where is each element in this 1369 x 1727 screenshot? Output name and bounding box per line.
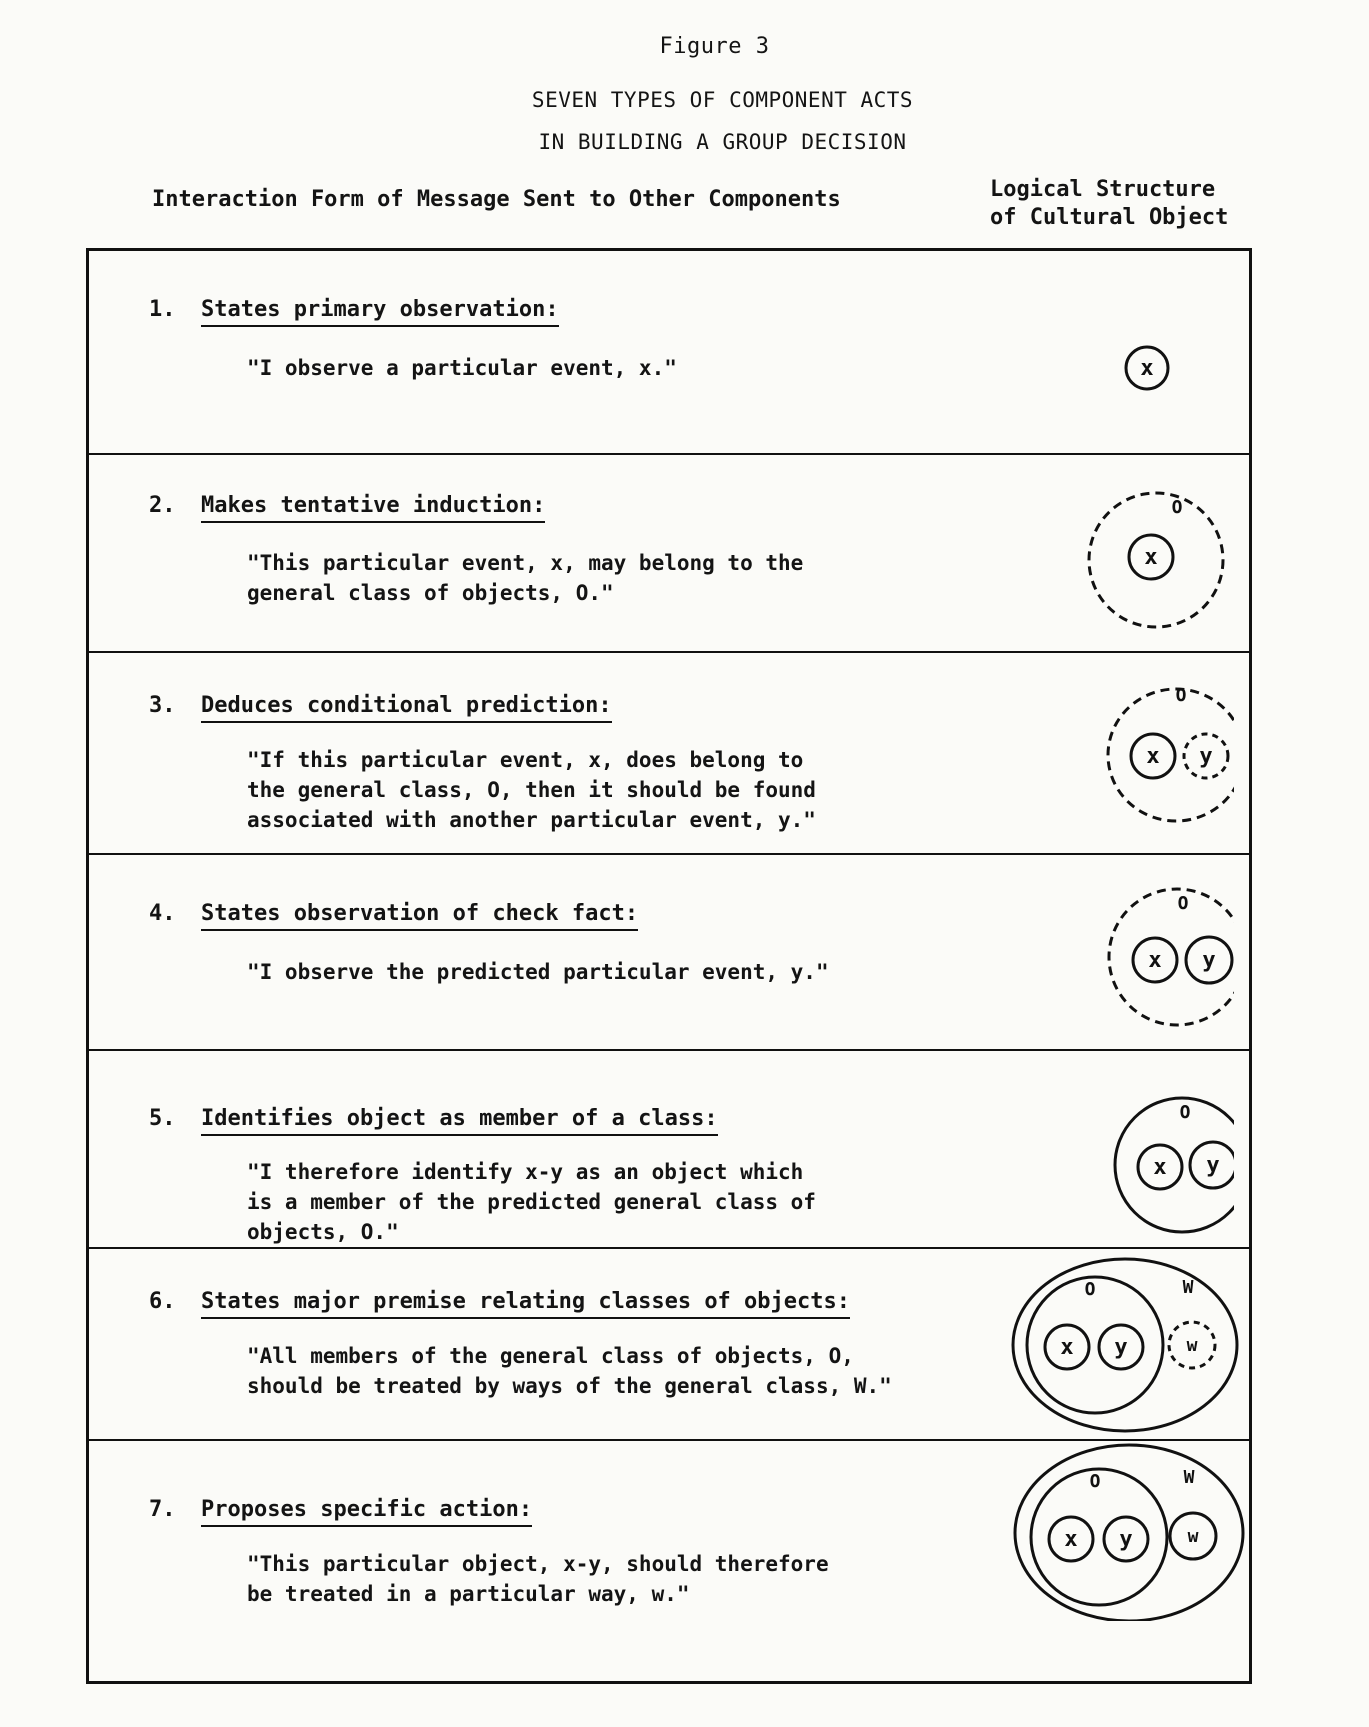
column-header-logical-structure-line-2: of Cultural Object xyxy=(990,205,1229,230)
act-number: 5. xyxy=(149,1106,176,1131)
act-quote: "If this particular event, x, does belong to the general class, O, then it should be found associated with another particular event, y." xyxy=(247,748,816,832)
logical-structure-diagram-5 xyxy=(994,1063,1234,1243)
logical-structure-diagram-6 xyxy=(1009,1255,1249,1435)
event-y-label: y xyxy=(1206,1153,1220,1178)
event-y-label: y xyxy=(1119,1527,1133,1552)
act-quote: "I therefore identify x-y as an object which is a member of the predicted general class of objects, O." xyxy=(247,1160,816,1244)
event-y-label: y xyxy=(1199,744,1213,769)
act-number: 6. xyxy=(149,1289,176,1314)
class-o-label: O xyxy=(1175,685,1187,706)
event-x-label: x xyxy=(1144,545,1158,570)
class-o-label: O xyxy=(1179,1102,1191,1123)
event-x-label: x xyxy=(1153,1155,1167,1180)
class-w-label: W xyxy=(1182,1277,1194,1298)
class-o-label: O xyxy=(1084,1279,1096,1300)
act-quote: "I observe a particular event, x." xyxy=(247,356,677,380)
class-o-label: O xyxy=(1171,497,1183,518)
act-row-5 xyxy=(89,1049,1249,1247)
logical-structure-diagram-3 xyxy=(994,665,1234,845)
act-row-7 xyxy=(89,1439,1249,1681)
logical-structure-diagram-2 xyxy=(994,467,1234,647)
class-o-dashed-circle xyxy=(1108,689,1234,821)
act-number: 1. xyxy=(149,297,176,322)
act-row-1 xyxy=(89,251,1249,453)
act-heading: States major premise relating classes of objects: xyxy=(201,1289,850,1319)
event-x-label: x xyxy=(1146,744,1160,769)
act-quote: "This particular object, x-y, should therefore be treated in a particular way, w." xyxy=(247,1552,829,1606)
class-w-label: W xyxy=(1183,1467,1195,1488)
column-header-interaction-form: Interaction Form of Message Sent to Other Components xyxy=(152,187,841,212)
act-row-6 xyxy=(89,1247,1249,1439)
column-header-logical-structure-line-1: Logical Structure xyxy=(990,177,1216,202)
act-number: 2. xyxy=(149,493,176,518)
act-heading: States observation of check fact: xyxy=(201,901,638,931)
act-heading: Makes tentative induction: xyxy=(201,493,545,523)
act-heading: States primary observation: xyxy=(201,297,559,327)
figure-label: Figure 3 xyxy=(659,34,770,59)
class-o-label: O xyxy=(1089,1471,1101,1492)
component-acts-table xyxy=(86,248,1252,1684)
way-w-label: w xyxy=(1186,1335,1198,1356)
act-row-3 xyxy=(89,651,1249,853)
class-o-label: O xyxy=(1177,893,1189,914)
act-heading: Proposes specific action: xyxy=(201,1497,532,1527)
act-row-4 xyxy=(89,853,1249,1049)
event-x-label: x xyxy=(1064,1527,1078,1552)
act-number: 4. xyxy=(149,901,176,926)
act-quote: "I observe the predicted particular event, y." xyxy=(247,960,829,984)
logical-structure-diagram-1 xyxy=(994,261,1234,441)
event-y-label: y xyxy=(1202,948,1216,973)
act-heading: Deduces conditional prediction: xyxy=(201,693,612,723)
event-x-label: x xyxy=(1140,356,1154,381)
act-quote: "All members of the general class of objects, O, should be treated by ways of the general class, W." xyxy=(247,1344,892,1398)
figure-title-line-1: SEVEN TYPES OF COMPONENT ACTS xyxy=(531,88,914,112)
figure-title-line-2: IN BUILDING A GROUP DECISION xyxy=(538,130,907,154)
event-x-label: x xyxy=(1148,948,1162,973)
logical-structure-diagram-7 xyxy=(1013,1441,1253,1621)
way-w-label: w xyxy=(1187,1526,1199,1547)
act-number: 7. xyxy=(149,1497,176,1522)
column-header-logical-structure xyxy=(990,176,1228,232)
act-quote: "This particular event, x, may belong to the general class of objects, O." xyxy=(247,551,804,605)
act-row-2 xyxy=(89,453,1249,651)
event-x-label: x xyxy=(1060,1335,1074,1360)
logical-structure-diagram-4 xyxy=(994,863,1234,1043)
event-y-label: y xyxy=(1114,1335,1128,1360)
act-heading: Identifies object as member of a class: xyxy=(201,1106,718,1136)
act-number: 3. xyxy=(149,693,176,718)
